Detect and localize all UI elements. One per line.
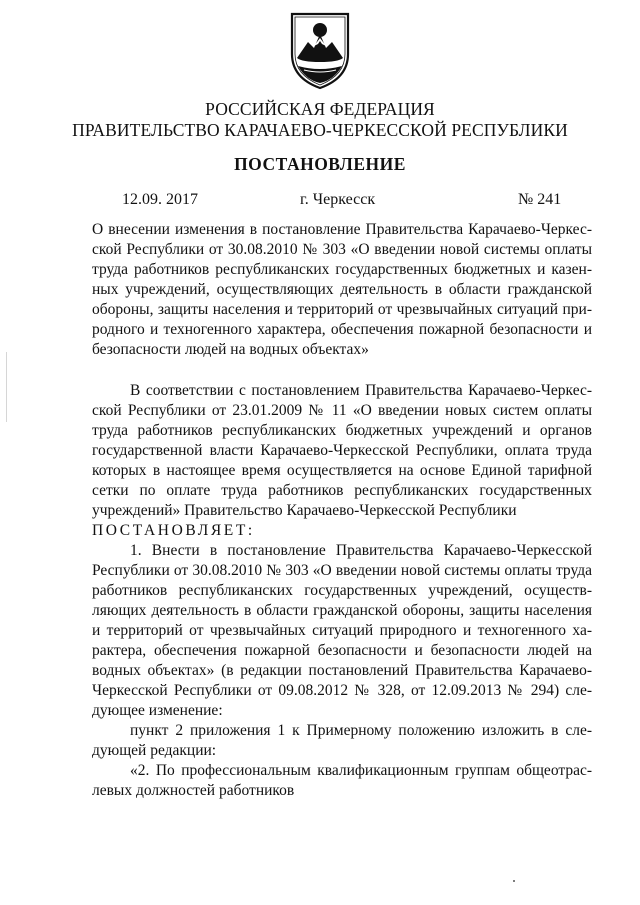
body-line: 1. Внести в постановление Правительства Карачаево-Черкесской: [130, 542, 592, 559]
document-body: [92, 381, 592, 801]
scan-speck: [513, 880, 515, 882]
body-line: «2. По профессиональным квалификационным группам общеотрас-: [130, 762, 592, 779]
body-line: дующее изменение:: [92, 702, 223, 719]
subject-line: безопасности людей на водных объектах»: [92, 341, 369, 358]
subject-line: О внесении изменения в постановление Правительства Карачаево-Черкес-: [92, 221, 592, 238]
body-line: рактера, обеспечения пожарной безопасности и безопасности людей на: [92, 642, 592, 659]
body-line: левых должностей работников: [92, 782, 295, 799]
body-line: ской Республики от 23.01.2009 № 11 «О введении новых систем оплаты: [92, 402, 592, 419]
document-type: ПОСТАНОВЛЕНИЕ: [234, 154, 406, 174]
body-line: В соответствии с постановлением Правительства Карачаево-Черкес-: [130, 382, 592, 399]
scan-margin-mark: [6, 352, 7, 422]
body-line: которых в настоящее время осуществляется на основе Единой тарифной: [92, 462, 592, 479]
resolution-keyword: ПОСТАНОВЛЯЕТ:: [92, 522, 255, 539]
coat-of-arms-icon: [288, 10, 352, 90]
subject-line: ных учреждений, осуществляющих деятельность в области гражданской: [92, 281, 592, 298]
body-line: труда работников республиканских бюджетных учреждений и органов: [92, 422, 592, 439]
document-number: № 241: [518, 191, 562, 208]
subject-line: ской Республики от 30.08.2010 № 303 «О введении новой системы оплаты: [92, 241, 592, 258]
body-line: сетки по оплате труда работников республиканских государственных: [92, 482, 592, 499]
document-subject: [92, 220, 592, 360]
body-line: работников республиканских государственных учреждений, осуществ-: [92, 582, 592, 599]
body-line: пункт 2 приложения 1 к Примерному положению изложить в сле-: [130, 722, 592, 739]
body-line: государственной власти Карачаево-Черкесской Республики, оплата труда: [92, 442, 592, 459]
subject-line: обороны, защиты населения и территорий от чрезвычайных ситуаций при-: [92, 301, 592, 318]
body-line: учреждений» Правительство Карачаево-Черкесской Республики: [92, 502, 517, 519]
body-line: дующей редакции:: [92, 742, 217, 759]
body-line: водных объектах» (в редакции постановлений Правительства Карачаево-: [92, 662, 592, 679]
header-line-2: ПРАВИТЕЛЬСТВО КАРАЧАЕВО-ЧЕРКЕССКОЙ РЕСПУБЛИКИ: [72, 120, 568, 140]
body-line: ляющих деятельность в области гражданской обороны, защиты населения: [92, 602, 592, 619]
subject-line: труда работников республиканских государственных бюджетных и казен-: [92, 261, 592, 278]
body-line: Республики от 30.08.2010 № 303 «О введении новой системы оплаты труда: [92, 562, 592, 579]
subject-line: родного и техногенного характера, обеспечения пожарной безопасности и: [92, 321, 592, 338]
body-line: Черкесской Республики от 09.08.2012 № 328, от 12.09.2013 № 294) сле-: [92, 682, 592, 699]
body-line: и территорий от чрезвычайных ситуаций природного и техногенного ха-: [92, 622, 592, 639]
header-line-1: РОССИЙСКАЯ ФЕДЕРАЦИЯ: [205, 99, 435, 119]
document-date: 12.09. 2017: [122, 191, 198, 208]
document-city: г. Черкесск: [300, 191, 376, 208]
